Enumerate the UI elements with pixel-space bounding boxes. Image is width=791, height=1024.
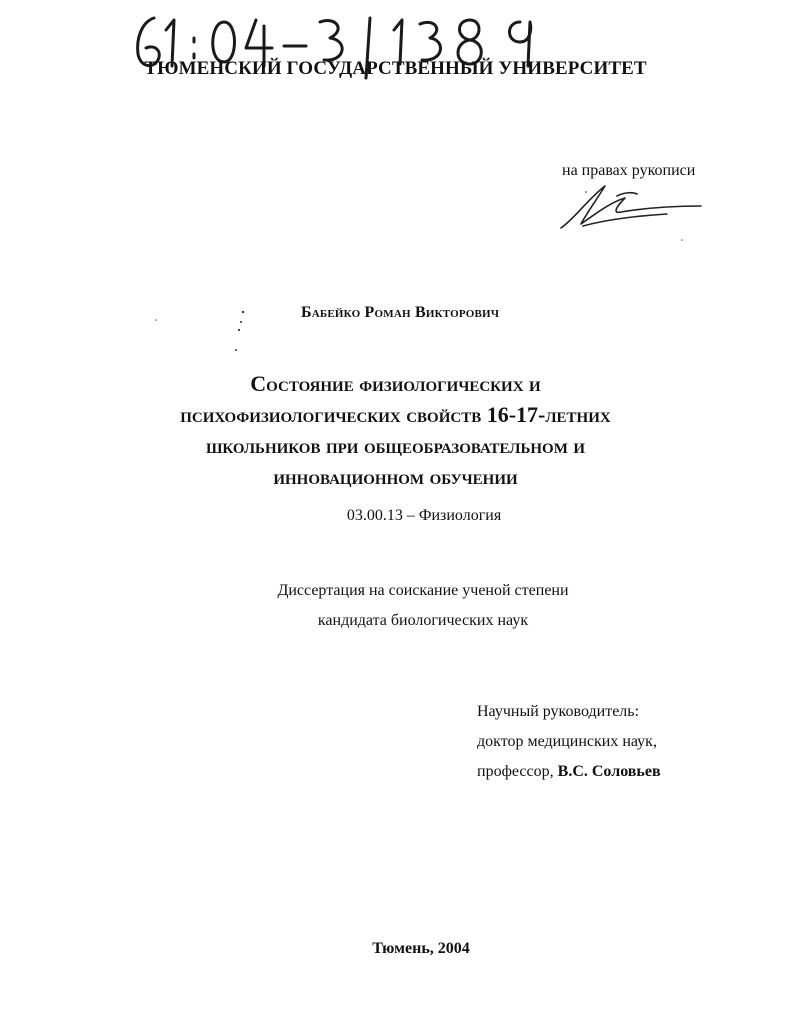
- title-line: Состояние физиологических и: [250, 371, 541, 396]
- university-name: ТЮМЕНСКИЙ ГОСУДАРСТВЕННЫЙ УНИВЕРСИТЕТ: [144, 58, 647, 79]
- advisor-title-prefix: профессор,: [477, 763, 558, 780]
- degree-line: Диссертация на соискание ученой степени: [277, 582, 569, 599]
- title-line: инновационном обучении: [273, 464, 518, 489]
- advisor-rank: доктор медицинских наук,: [477, 733, 657, 750]
- author-name: Бабейко Роман Викторович: [301, 304, 500, 321]
- advisor-label: Научный руководитель:: [477, 703, 640, 720]
- dissertation-title: [0, 368, 791, 492]
- advisor-name: В.С. Соловьев: [557, 763, 661, 780]
- advisor-title-line: [477, 757, 661, 787]
- degree-statement: [0, 576, 791, 636]
- signature: [555, 180, 705, 235]
- degree-line: кандидата биологических наук: [317, 612, 529, 629]
- specialty-code: 03.00.13 – Физиология: [346, 507, 502, 524]
- title-line: психофизиологических свойств 16-17-летних: [180, 402, 611, 427]
- title-line: школьников при общеобразовательном и: [205, 433, 586, 458]
- city-year: Тюмень, 2004: [372, 940, 470, 957]
- manuscript-note: на правах рукописи: [562, 162, 696, 179]
- scientific-advisor: [477, 697, 661, 787]
